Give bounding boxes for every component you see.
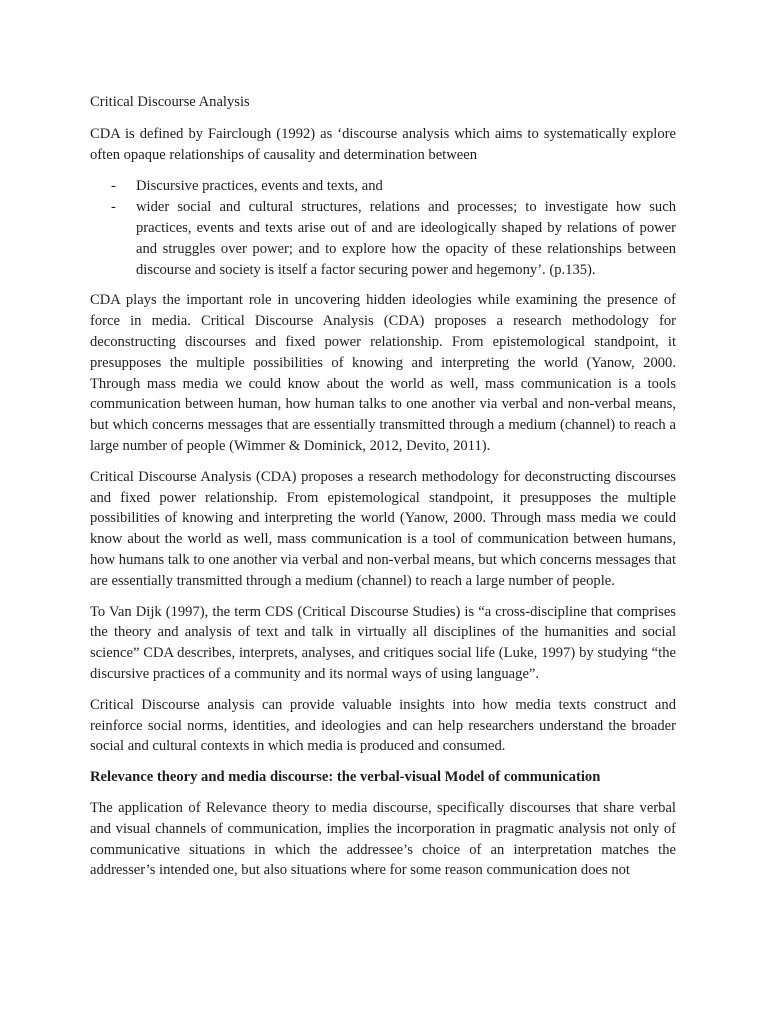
bullet-marker: - xyxy=(111,199,116,216)
intro-paragraph: CDA is defined by Fairclough (1992) as ‘discourse analysis which aims to systematically explore often opaque relationships of causality and determination between xyxy=(90,125,676,163)
bullet-text: wider social and cultural structures, relations and processes; to investigate how such practices, events and texts arise out of and are ideologically shaped by relations of power and struggles over power; and to explore how the opacity of these relationships between discourse and society is itself a factor securing power and hegemony’. (p.135). xyxy=(136,199,676,278)
document-title: Critical Discourse Analysis xyxy=(90,94,250,110)
document-page xyxy=(90,92,676,891)
body-paragraph: Critical Discourse analysis can provide valuable insights into how media texts construct and reinforce social norms, identities, and ideologies and can help researchers understand the broader social and cultural contexts in which media is produced and consumed. xyxy=(90,696,676,755)
bullet-item xyxy=(90,176,676,197)
bullet-marker: - xyxy=(111,178,116,195)
section-paragraph: The application of Relevance theory to media discourse, specifically discourses that share verbal and visual channels of communication, implies the incorporation in pragmatic analysis not only of communicative situations in which the addressee’s choice of an interpretation matches the addresser’s intended one, but also situations where for some reason communication does not xyxy=(90,799,676,879)
body-paragraph: Critical Discourse Analysis (CDA) proposes a research methodology for deconstructing discourses and fixed power relationship. From epistemological standpoint, it presupposes the multiple possibilities of knowing and interpreting the world (Yanow, 2000. Through mass media we could know about the world as well, mass communication is a tool of communication between humans, how humans talk to one another via verbal and non-verbal means, but which concerns messages that are essentially transmitted through a medium (channel) to reach a large number of people. xyxy=(90,468,677,589)
body-paragraph: CDA plays the important role in uncovering hidden ideologies while examining the presence of force in media. Critical Discourse Analysis (CDA) proposes a research methodology for deconstructing discourses and fixed power relationship. From epistemological standpoint, it presupposes the multiple possibilities of knowing and interpreting the world (Yanow, 2000. Through mass media we could know about the world as well, mass communication is a tools communication between human, how human talks to one another via verbal and non-verbal means, but which concerns messages that are essentially transmitted through a medium (channel) to reach a large number of people (Wimmer & Dominick, 2012, Devito, 2011). xyxy=(90,292,676,454)
body-paragraph: To Van Dijk (1997), the term CDS (Critical Discourse Studies) is “a cross-discipline that comprises the theory and analysis of text and talk in virtually all disciplines of the humanities and social science” CDA describes, interprets, analyses, and critiques social life (Luke, 1997) by studying “the discursive practices of a community and its normal ways of using language”. xyxy=(90,603,676,682)
section-heading: Relevance theory and media discourse: the verbal-visual Model of communication xyxy=(90,769,601,786)
bullet-text: Discursive practices, events and texts, and xyxy=(136,178,383,195)
bullet-list xyxy=(90,176,676,280)
bullet-item xyxy=(90,197,676,280)
